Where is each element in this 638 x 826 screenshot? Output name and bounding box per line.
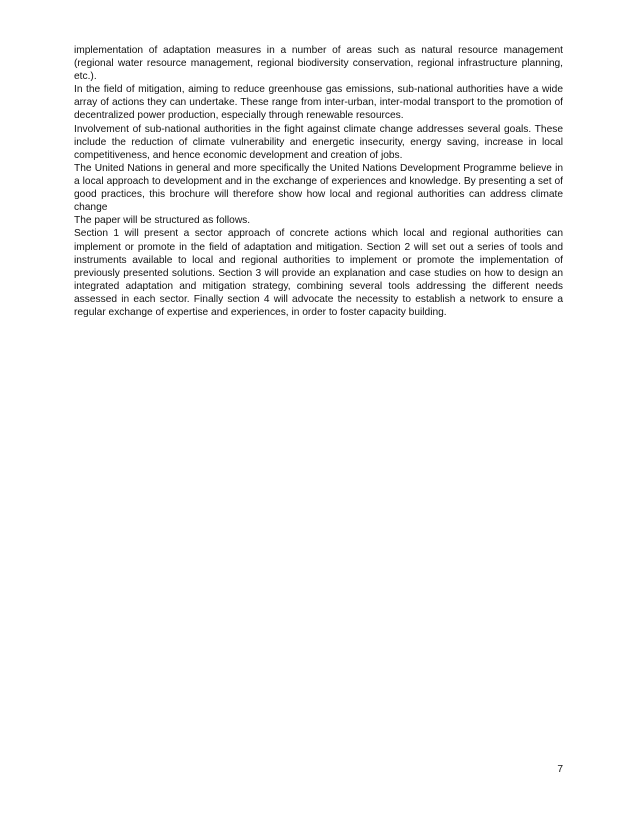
paragraph-mitigation-actions: In the field of mitigation, aiming to reduce greenhouse gas emissions, sub-national authorities have a wide array of actions they can undertake. These range from inter-urban, inter-modal transport to the promotion of decentralized power production, especially through renewable resources.	[74, 84, 563, 122]
paragraph-sections-overview: Section 1 will present a sector approach of concrete actions which local and regional authorities can implement or promote in the field of adaptation and mitigation. Section 2 will set out a series of tools and instruments available to local and regional authorities to implement or promote the implementation of previously presented solutions. Section 3 will provide an explanation and case studies on how to design an integrated adaptation and mitigation strategy, combining several tools addressing the different needs assessed in each sector. Finally section 4 will advocate the necessity to establish a network to ensure a regular exchange of expertise and experiences, in order to foster capacity building.	[74, 228, 563, 319]
page-number: 7	[557, 764, 563, 775]
paragraph-adaptation-measures: implementation of adaptation measures in a number of areas such as natural resource management (regional water resource management, regional biodiversity conservation, regional infrastructure planning, etc.).	[74, 45, 563, 83]
text-block-adaptation-mitigation	[74, 44, 563, 162]
paragraph-structure-intro: The paper will be structured as follows.	[74, 215, 251, 227]
text-block-brochure-structure	[74, 162, 563, 319]
paragraph-involvement-goals: Involvement of sub-national authorities in the fight against climate change addresses several goals. These include the reduction of climate vulnerability and energetic insecurity, energy saving, increase in local competitiveness, and hence economic development and creation of jobs.	[74, 123, 563, 161]
paragraph-un-approach: The United Nations in general and more specifically the United Nations Development Programme believe in a local approach to development and in the exchange of experiences and knowledge. By presenting a set of good practices, this brochure will therefore show how local and regional authorities can address climate change	[74, 163, 563, 214]
